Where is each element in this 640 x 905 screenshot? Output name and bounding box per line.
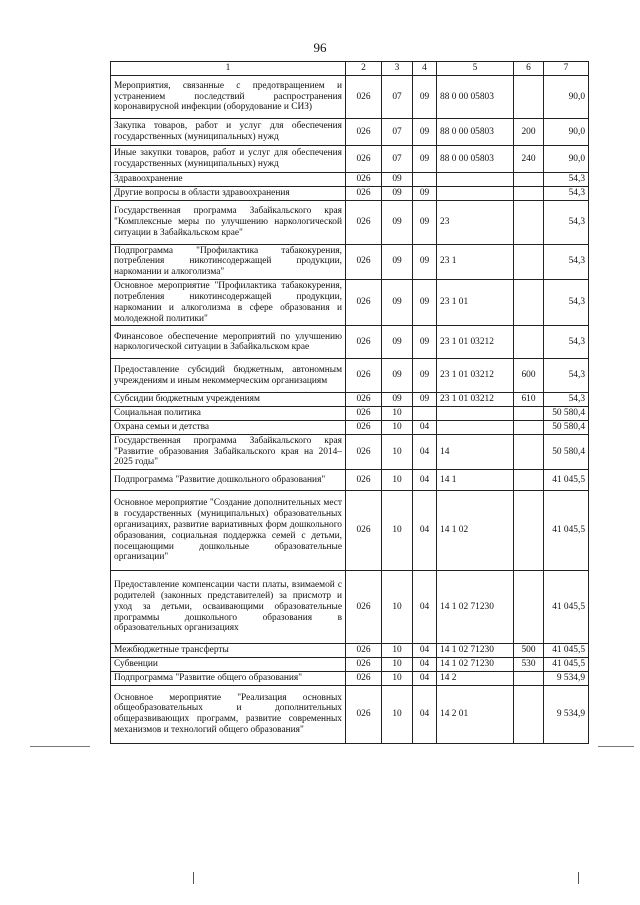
cell-csr: 14 2 01 bbox=[437, 685, 514, 743]
cell-vr bbox=[514, 76, 544, 119]
cell-sum: 9 534,9 bbox=[544, 671, 589, 685]
cell-csr: 14 2 bbox=[437, 671, 514, 685]
cell-name: Государственная программа Забайкальского края "Развитие образования Забайкальского края на 2014–2025 годы" bbox=[111, 434, 346, 469]
cell-adm: 026 bbox=[346, 186, 382, 200]
cell-csr: 14 1 02 bbox=[437, 491, 514, 571]
cell-sum: 54,3 bbox=[544, 359, 589, 393]
cell-adm: 026 bbox=[346, 244, 382, 279]
cell-name: Основное мероприятие "Реализация основных общеобразовательных и дополнительных общеразвивающих программ, развитие современных механизмов и технологий общего образования" bbox=[111, 685, 346, 743]
table-row bbox=[111, 119, 589, 146]
cell-adm: 026 bbox=[346, 470, 382, 491]
cell-vr bbox=[514, 420, 544, 434]
cell-name: Мероприятия, связанные с предотвращением и устранением последствий распространения коронавирусной инфекции (оборудование и СИЗ) bbox=[111, 76, 346, 119]
cell-adm: 026 bbox=[346, 359, 382, 393]
cell-csr: 23 bbox=[437, 200, 514, 244]
cell-adm: 026 bbox=[346, 434, 382, 469]
cell-rz: 10 bbox=[382, 658, 413, 672]
cell-pr bbox=[413, 407, 437, 421]
cell-name: Другие вопросы в области здравоохранения bbox=[111, 186, 346, 200]
cell-sum: 90,0 bbox=[544, 76, 589, 119]
cell-pr: 09 bbox=[413, 393, 437, 407]
header-cell: 6 bbox=[514, 62, 544, 76]
cell-pr: 09 bbox=[413, 359, 437, 393]
cell-pr bbox=[413, 173, 437, 187]
cell-pr: 04 bbox=[413, 571, 437, 644]
cell-vr bbox=[514, 571, 544, 644]
cell-pr: 09 bbox=[413, 146, 437, 173]
table-row bbox=[111, 434, 589, 469]
cell-sum: 50 580,4 bbox=[544, 434, 589, 469]
cell-sum: 54,3 bbox=[544, 200, 589, 244]
cell-adm: 026 bbox=[346, 685, 382, 743]
cell-adm: 026 bbox=[346, 658, 382, 672]
cell-vr: 610 bbox=[514, 393, 544, 407]
header-cell: 2 bbox=[346, 62, 382, 76]
cell-sum: 90,0 bbox=[544, 146, 589, 173]
cell-rz: 10 bbox=[382, 491, 413, 571]
cell-sum: 90,0 bbox=[544, 119, 589, 146]
cell-csr bbox=[437, 420, 514, 434]
cell-sum: 54,3 bbox=[544, 173, 589, 187]
cell-rz: 07 bbox=[382, 76, 413, 119]
cell-adm: 026 bbox=[346, 671, 382, 685]
cell-name: Здравоохранение bbox=[111, 173, 346, 187]
page-number: 96 bbox=[313, 40, 327, 55]
cell-sum: 54,3 bbox=[544, 244, 589, 279]
margin-mark-left bbox=[193, 872, 194, 884]
cell-sum: 54,3 bbox=[544, 280, 589, 326]
cell-sum: 9 534,9 bbox=[544, 685, 589, 743]
cell-rz: 10 bbox=[382, 434, 413, 469]
cell-name: Межбюджетные трансферты bbox=[111, 644, 346, 658]
cell-pr: 04 bbox=[413, 434, 437, 469]
table-row bbox=[111, 186, 589, 200]
cell-adm: 026 bbox=[346, 420, 382, 434]
cell-vr bbox=[514, 244, 544, 279]
cell-rz: 09 bbox=[382, 326, 413, 359]
cell-vr: 240 bbox=[514, 146, 544, 173]
margin-mark-right bbox=[578, 872, 579, 884]
cell-vr bbox=[514, 280, 544, 326]
cell-rz: 10 bbox=[382, 407, 413, 421]
cell-csr bbox=[437, 407, 514, 421]
cell-vr: 500 bbox=[514, 644, 544, 658]
cell-name: Подпрограмма "Развитие общего образования" bbox=[111, 671, 346, 685]
table-row bbox=[111, 326, 589, 359]
table-row bbox=[111, 470, 589, 491]
cell-csr: 14 1 02 71230 bbox=[437, 571, 514, 644]
table-row bbox=[111, 244, 589, 279]
table-row bbox=[111, 644, 589, 658]
cell-rz: 09 bbox=[382, 280, 413, 326]
cell-rz: 10 bbox=[382, 644, 413, 658]
cell-adm: 026 bbox=[346, 119, 382, 146]
cell-adm: 026 bbox=[346, 491, 382, 571]
cell-vr: 530 bbox=[514, 658, 544, 672]
cell-pr: 04 bbox=[413, 644, 437, 658]
cell-csr bbox=[437, 173, 514, 187]
cell-vr bbox=[514, 173, 544, 187]
cell-adm: 026 bbox=[346, 200, 382, 244]
cell-pr: 04 bbox=[413, 671, 437, 685]
cell-name: Иные закупки товаров, работ и услуг для обеспечения государственных (муниципальных) нужд bbox=[111, 146, 346, 173]
cell-rz: 09 bbox=[382, 244, 413, 279]
cell-pr: 09 bbox=[413, 244, 437, 279]
cell-adm: 026 bbox=[346, 644, 382, 658]
cell-rz: 09 bbox=[382, 173, 413, 187]
cell-name: Субвенции bbox=[111, 658, 346, 672]
cell-rz: 09 bbox=[382, 359, 413, 393]
cell-sum: 54,3 bbox=[544, 186, 589, 200]
cell-csr: 23 1 bbox=[437, 244, 514, 279]
scan-dash-right bbox=[598, 746, 634, 747]
cell-csr: 14 bbox=[437, 434, 514, 469]
cell-name: Охрана семьи и детства bbox=[111, 420, 346, 434]
cell-sum: 41 045,5 bbox=[544, 491, 589, 571]
cell-vr: 600 bbox=[514, 359, 544, 393]
table-row bbox=[111, 280, 589, 326]
cell-adm: 026 bbox=[346, 407, 382, 421]
cell-name: Предоставление субсидий бюджетным, автономным учреждениям и иным некоммерческим организациям bbox=[111, 359, 346, 393]
cell-sum: 54,3 bbox=[544, 326, 589, 359]
cell-sum: 41 045,5 bbox=[544, 571, 589, 644]
cell-adm: 026 bbox=[346, 571, 382, 644]
cell-sum: 50 580,4 bbox=[544, 407, 589, 421]
cell-csr: 14 1 02 71230 bbox=[437, 658, 514, 672]
cell-csr: 23 1 01 03212 bbox=[437, 359, 514, 393]
cell-pr: 09 bbox=[413, 326, 437, 359]
cell-vr: 200 bbox=[514, 119, 544, 146]
cell-name: Субсидии бюджетным учреждениям bbox=[111, 393, 346, 407]
cell-pr: 04 bbox=[413, 420, 437, 434]
cell-name: Финансовое обеспечение мероприятий по улучшению наркологической ситуации в Забайкальском крае bbox=[111, 326, 346, 359]
cell-rz: 10 bbox=[382, 671, 413, 685]
cell-name: Предоставление компенсации части платы, взимаемой с родителей (законных представителей) за присмотр и уход за детьми, осваивающими образовательные программы дошкольного образования в образовательных организациях bbox=[111, 571, 346, 644]
cell-sum: 50 580,4 bbox=[544, 420, 589, 434]
cell-name: Основное мероприятие "Профилактика табакокурения, потребления никотинсодержащей продукции, наркомании и алкоголизма в сфере образования и молодежной политики" bbox=[111, 280, 346, 326]
cell-vr bbox=[514, 434, 544, 469]
cell-csr: 88 0 00 05803 bbox=[437, 76, 514, 119]
cell-adm: 026 bbox=[346, 173, 382, 187]
cell-vr bbox=[514, 470, 544, 491]
cell-sum: 41 045,5 bbox=[544, 470, 589, 491]
table-row bbox=[111, 393, 589, 407]
table-row bbox=[111, 200, 589, 244]
scan-dash-left bbox=[30, 746, 90, 747]
cell-adm: 026 bbox=[346, 393, 382, 407]
cell-rz: 10 bbox=[382, 685, 413, 743]
table-row bbox=[111, 685, 589, 743]
cell-csr: 14 1 02 71230 bbox=[437, 644, 514, 658]
header-cell: 3 bbox=[382, 62, 413, 76]
cell-rz: 10 bbox=[382, 571, 413, 644]
cell-name: Социальная политика bbox=[111, 407, 346, 421]
header-row bbox=[111, 62, 589, 76]
cell-csr: 88 0 00 05803 bbox=[437, 119, 514, 146]
cell-vr bbox=[514, 407, 544, 421]
cell-csr: 88 0 00 05803 bbox=[437, 146, 514, 173]
cell-rz: 09 bbox=[382, 186, 413, 200]
table-row bbox=[111, 359, 589, 393]
cell-pr: 09 bbox=[413, 119, 437, 146]
table-row bbox=[111, 407, 589, 421]
budget-table bbox=[110, 61, 589, 744]
cell-rz: 07 bbox=[382, 119, 413, 146]
header-cell: 1 bbox=[111, 62, 346, 76]
table-row bbox=[111, 146, 589, 173]
table-row bbox=[111, 420, 589, 434]
cell-pr: 04 bbox=[413, 685, 437, 743]
cell-rz: 09 bbox=[382, 200, 413, 244]
cell-vr bbox=[514, 685, 544, 743]
cell-rz: 10 bbox=[382, 420, 413, 434]
cell-name: Подпрограмма "Профилактика табакокурения, потребления никотинсодержащей продукции, наркомании и алкоголизма" bbox=[111, 244, 346, 279]
header-cell: 7 bbox=[544, 62, 589, 76]
cell-adm: 026 bbox=[346, 326, 382, 359]
cell-csr: 14 1 bbox=[437, 470, 514, 491]
cell-pr: 09 bbox=[413, 186, 437, 200]
table-row bbox=[111, 76, 589, 119]
cell-name: Основное мероприятие "Создание дополнительных мест в государственных (муниципальных) образовательных организациях, развитие вариативных форм дошкольного образования, социальная поддержка семей с детьми, посещающими дошкольные образовательные организации" bbox=[111, 491, 346, 571]
cell-vr bbox=[514, 491, 544, 571]
cell-csr: 23 1 01 bbox=[437, 280, 514, 326]
cell-pr: 09 bbox=[413, 280, 437, 326]
cell-name: Подпрограмма "Развитие дошкольного образования" bbox=[111, 470, 346, 491]
cell-sum: 41 045,5 bbox=[544, 658, 589, 672]
cell-sum: 54,3 bbox=[544, 393, 589, 407]
header-cell: 5 bbox=[437, 62, 514, 76]
table-row bbox=[111, 173, 589, 187]
cell-csr: 23 1 01 03212 bbox=[437, 393, 514, 407]
cell-adm: 026 bbox=[346, 146, 382, 173]
cell-pr: 04 bbox=[413, 470, 437, 491]
cell-rz: 07 bbox=[382, 146, 413, 173]
cell-sum: 41 045,5 bbox=[544, 644, 589, 658]
cell-vr bbox=[514, 186, 544, 200]
table-row bbox=[111, 658, 589, 672]
cell-adm: 026 bbox=[346, 280, 382, 326]
cell-vr bbox=[514, 200, 544, 244]
table-row bbox=[111, 571, 589, 644]
cell-rz: 09 bbox=[382, 393, 413, 407]
cell-name: Государственная программа Забайкальского края "Комплексные меры по улучшению наркологической ситуации в Забайкальском крае" bbox=[111, 200, 346, 244]
cell-adm: 026 bbox=[346, 76, 382, 119]
cell-pr: 04 bbox=[413, 491, 437, 571]
cell-vr bbox=[514, 326, 544, 359]
cell-csr bbox=[437, 186, 514, 200]
cell-vr bbox=[514, 671, 544, 685]
cell-pr: 09 bbox=[413, 76, 437, 119]
cell-pr: 09 bbox=[413, 200, 437, 244]
cell-rz: 10 bbox=[382, 470, 413, 491]
header-cell: 4 bbox=[413, 62, 437, 76]
cell-name: Закупка товаров, работ и услуг для обеспечения государственных (муниципальных) нужд bbox=[111, 119, 346, 146]
table-row bbox=[111, 671, 589, 685]
table-row bbox=[111, 491, 589, 571]
cell-pr: 04 bbox=[413, 658, 437, 672]
cell-csr: 23 1 01 03212 bbox=[437, 326, 514, 359]
